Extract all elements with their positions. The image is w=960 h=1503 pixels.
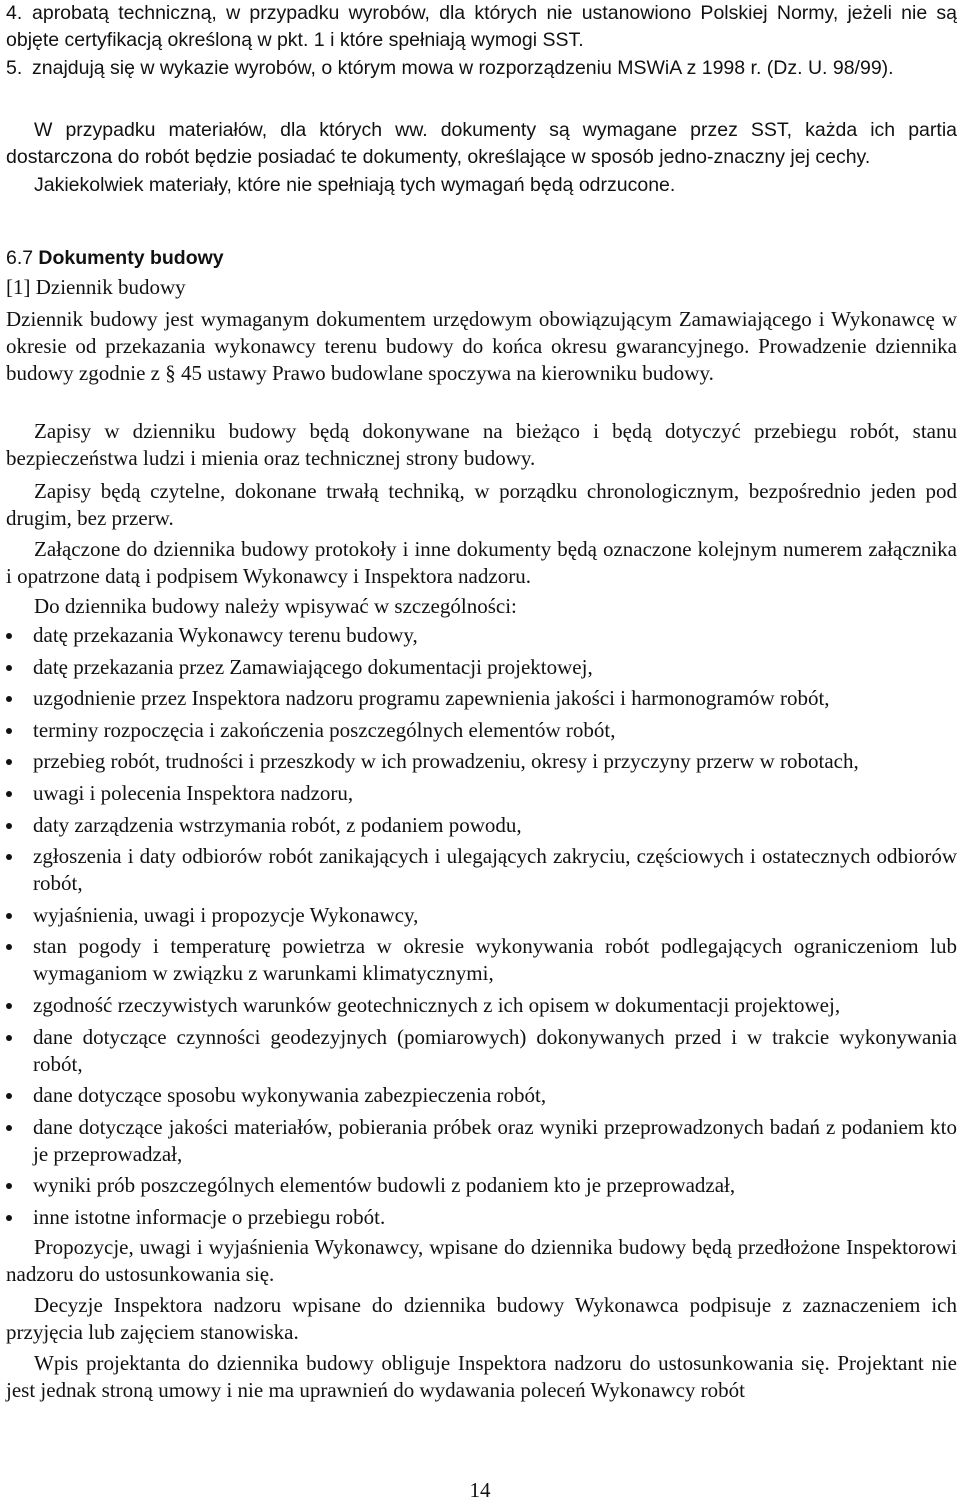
subsection-title: [1] Dziennik budowy [6,275,186,299]
list-item: daty zarządzenia wstrzymania robót, z podaniem powodu, [6,812,957,839]
list-number: 5. [6,57,23,79]
list-text: aprobatą techniczną, w przypadku wyrobów, dla których nie ustanowiono Polskiej Normy, jeżeli nie są objęte certyfikacją określoną w pkt. 1 i które spełniają wymogi SST. [6,2,957,51]
bullet-icon [6,633,12,639]
bullet-icon [6,823,12,829]
paragraph-decisions: Decyzje Inspektora nadzoru wpisane do dziennika budowy Wykonawca podpisuje z zaznaczeniem ich przyjęcia lub zajęciem stanowiska. [6,1293,957,1344]
bullet-icon [6,791,12,797]
section-number: 6.7 [6,247,34,269]
rejected-paragraph: Jakiekolwiek materiały, które nie spełniają tych wymagań będą odrzucone. [34,174,676,196]
bullet-icon [6,1035,12,1041]
list-item: wyjaśnienia, uwagi i propozycje Wykonawcy, [6,902,957,929]
list-item: zgodność rzeczywistych warunków geotechnicznych z ich opisem w dokumentacji projektowej, [6,992,957,1019]
list-item: dane dotyczące jakości materiałów, pobierania próbek oraz wyniki przeprowadzonych badań z podaniem kto je przeprowadzał, [6,1114,957,1168]
list-item: dane dotyczące sposobu wykonywania zabezpieczenia robót, [6,1082,957,1109]
list-item: datę przekazania Wykonawcy terenu budowy, [6,622,957,649]
paragraph-proposals: Propozycje, uwagi i wyjaśnienia Wykonawcy, wpisane do dziennika budowy będą przedłożone Inspektorowi nadzoru do ustosunkowania się. [6,1235,957,1286]
bullet-icon [6,1125,12,1131]
list-item: zgłoszenia i daty odbiorów robót zanikających i ulegających zakryciu, częściowych i ostatecznych odbiorów robót, [6,843,957,897]
bullet-icon [6,1093,12,1099]
list-text: znajdują się w wykazie wyrobów, o którym mowa w rozporządzeniu MSWiA z 1998 r. (Dz. U. 98/99). [32,57,894,79]
bullet-icon [6,728,12,734]
diary-entries-list [6,622,957,1236]
list-item: uzgodnienie przez Inspektora nadzoru programu zapewnienia jakości i harmonogramów robót, [6,685,957,712]
list-item: wyniki prób poszczególnych elementów budowli z podaniem kto je przeprowadzał, [6,1172,957,1199]
paragraph-entries-scope: Zapisy w dzienniku budowy będą dokonywane na bieżąco i będą dotyczyć przebiegu robót, stanu bezpieczeństwa ludzi i mienia oraz technicznej strony budowy. [6,419,957,470]
list-item: przebieg robót, trudności i przeszkody w ich prowadzeniu, okresy i przyczyny przerw w robotach, [6,748,957,775]
paragraph-list-intro: Do dziennika budowy należy wpisywać w szczególności: [34,594,517,618]
list-item: datę przekazania przez Zamawiającego dokumentacji projektowej, [6,654,957,681]
bullet-icon [6,759,12,765]
list-item: uwagi i polecenia Inspektora nadzoru, [6,780,957,807]
bullet-icon [6,696,12,702]
materials-paragraph: W przypadku materiałów, dla których ww. dokumenty są wymagane przez SST, każda ich partia dostarczona do robót będzie posiadać te dokumenty, określające w sposób jedno-znaczny jej cechy. [6,119,957,168]
section-heading [6,244,224,272]
page-number: 14 [469,1478,491,1502]
list-item: dane dotyczące czynności geodezyjnych (pomiarowych) dokonywanych przed i w trakcie wykonywania robót, [6,1024,957,1078]
section-title: Dokumenty budowy [38,247,224,269]
list-item-5 [6,55,957,82]
bullet-icon [6,665,12,671]
bullet-icon [6,944,12,950]
paragraph-diary-definition: Dziennik budowy jest wymaganym dokumentem urzędowym obowiązującym Zamawiającego i Wykonawcę w okresie od przekazania wykonawcy terenu budowy do końca okresu gwarancyjnego. Prowadzenie dziennika budowy zgodnie z § 45 ustawy Prawo budowlane spoczywa na kierowniku budowy. [6,307,957,385]
list-number: 4. [6,2,23,24]
paragraph-entries-legibility: Zapisy będą czytelne, dokonane trwałą techniką, w porządku chronologicznym, bezpośrednio jeden pod drugim, bez przerw. [6,479,957,530]
list-item: inne istotne informacje o przebiegu robót. [6,1204,957,1231]
bullet-icon [6,1183,12,1189]
list-item-4 [6,0,957,54]
bullet-icon [6,1003,12,1009]
paragraph-designer-entry: Wpis projektanta do dziennika budowy obliguje Inspektora nadzoru do ustosunkowania się. Projektant nie jest jednak stroną umowy i nie ma uprawnień do wydawania poleceń Wykonawcy robót [6,1351,957,1402]
list-item: stan pogody i temperaturę powietrza w okresie wykonywania robót podlegających ograniczeniom lub wymaganiom w związku z warunkami klimatycznymi, [6,933,957,987]
list-item: terminy rozpoczęcia i zakończenia poszczególnych elementów robót, [6,717,957,744]
bullet-icon [6,1215,12,1221]
bullet-icon [6,854,12,860]
paragraph-attachments: Załączone do dziennika budowy protokoły i inne dokumenty będą oznaczone kolejnym numerem załącznika i opatrzone datą i podpisem Wykonawcy i Inspektora nadzoru. [6,537,957,588]
bullet-icon [6,913,12,919]
